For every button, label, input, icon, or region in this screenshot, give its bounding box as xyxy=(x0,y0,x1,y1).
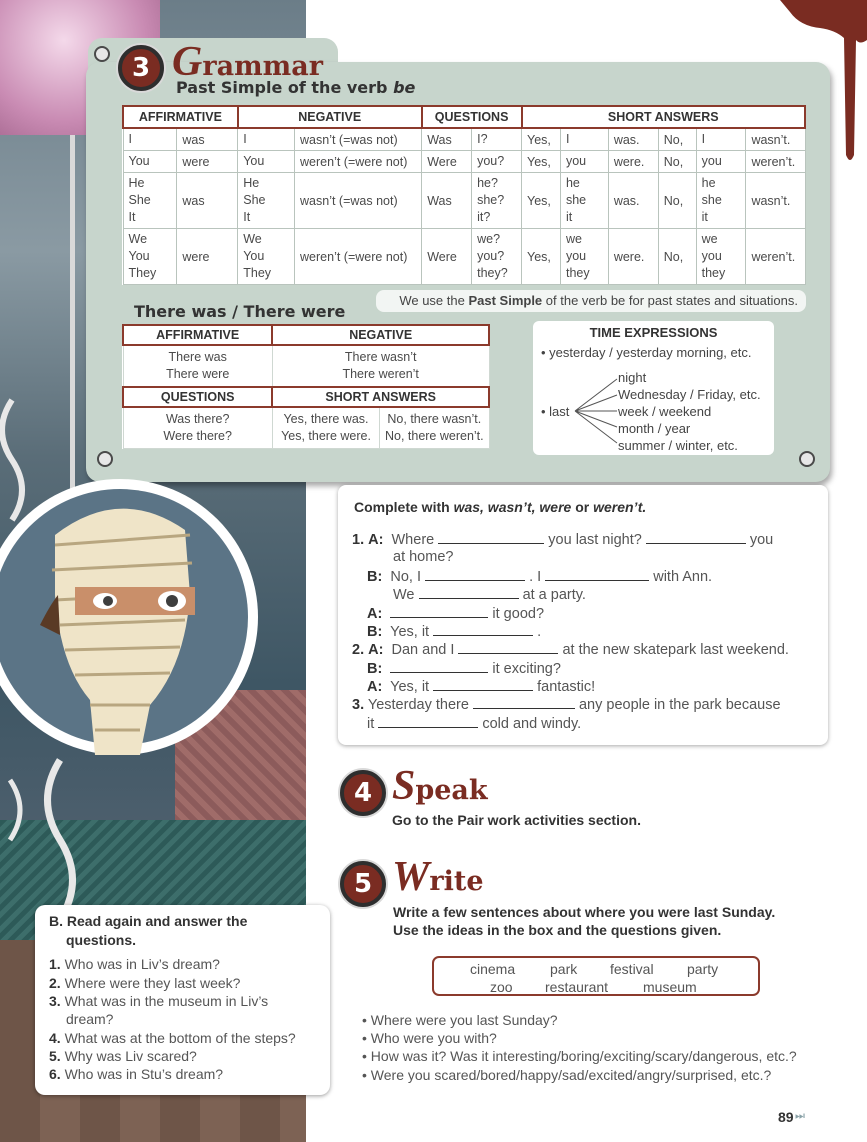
cell-no-subject xyxy=(696,128,746,151)
cell-yes-word: Yes, xyxy=(522,229,561,285)
title-rest: rammar xyxy=(202,51,323,82)
question-subject-line: it? xyxy=(477,210,491,224)
write-question: • How was it? Was it interesting/boring/exciting/scary/dangerous, etc.? xyxy=(362,1048,797,1064)
yes-subject-line: they xyxy=(565,266,590,280)
q-number: 4. xyxy=(49,1030,61,1046)
cell-negative-form: wasn’t (=was not) xyxy=(295,173,422,229)
speak-description: Go to the Pair work activities section. xyxy=(392,812,641,828)
last-item: week / weekend xyxy=(618,404,712,419)
section-number-4: 4 xyxy=(340,770,386,816)
yes-subject-line: he xyxy=(565,176,580,190)
tw-no-2: No, there weren’t. xyxy=(384,429,484,443)
item-number: 1. xyxy=(352,532,365,548)
note-pre: We use the xyxy=(399,293,469,308)
title-rest: rite xyxy=(429,866,484,897)
negative-subject-line: You xyxy=(243,249,265,263)
question-subject-line: they? xyxy=(477,266,508,280)
negative-subject-line: I xyxy=(243,132,247,146)
instr-mid: or xyxy=(571,499,594,515)
cell-yes-verb: were. xyxy=(608,229,658,285)
tw-yes-cell xyxy=(272,407,379,449)
exercise-line xyxy=(393,549,453,565)
time-expressions-title: TIME EXPRESSIONS xyxy=(589,325,718,340)
cell-no-subject xyxy=(696,151,746,173)
time-expression-last: • last xyxy=(541,404,570,419)
question-item xyxy=(49,974,240,992)
line-text: No, I xyxy=(390,569,421,585)
no-subject-line: we xyxy=(701,232,718,246)
write-desc-line: Use the ideas in the box and the questions given. xyxy=(393,922,722,938)
header-short-answers: SHORT ANSWERS xyxy=(522,106,805,128)
grammar-row xyxy=(123,229,805,285)
cell-subject xyxy=(123,128,177,151)
tw-aff-2: There were xyxy=(166,367,230,381)
last-item: month / year xyxy=(618,421,691,436)
cell-negative-form: weren’t (=were not) xyxy=(295,229,422,285)
cell-negative-subject xyxy=(238,173,295,229)
cell-affirmative-verb: was xyxy=(177,128,238,151)
title-initial: S xyxy=(392,763,416,809)
cell-no-word: No, xyxy=(658,173,696,229)
tw-no-1: No, there wasn’t. xyxy=(387,412,482,426)
exercise-line xyxy=(367,568,712,585)
cell-yes-verb: was. xyxy=(608,128,658,151)
line-text: with Ann. xyxy=(653,569,713,585)
grammar-row xyxy=(123,128,805,151)
no-subject-line: she xyxy=(701,193,722,207)
exercise-line xyxy=(352,696,781,713)
line-text: cold and windy. xyxy=(482,716,582,732)
cell-question-subject xyxy=(472,173,522,229)
tw-neg-cell xyxy=(272,345,489,387)
yes-subject-line: she xyxy=(565,193,587,207)
q-text: dream? xyxy=(66,1011,114,1027)
branch-lines xyxy=(573,371,623,451)
yes-subject-line: you xyxy=(565,154,587,168)
cell-no-word: No, xyxy=(658,151,696,173)
line-text: it good? xyxy=(492,606,545,622)
answer-blank[interactable] xyxy=(425,568,525,581)
tw-header-negative: NEGATIVE xyxy=(272,325,489,345)
idea-word: museum xyxy=(643,979,697,995)
answer-blank[interactable] xyxy=(438,531,544,544)
q-number: 5. xyxy=(49,1048,61,1064)
screw-icon xyxy=(97,451,113,467)
note-bold: Past Simple xyxy=(468,293,543,308)
question-item xyxy=(49,1047,197,1065)
line-text: Yesterday there xyxy=(367,697,469,713)
exercise-instruction xyxy=(354,499,646,515)
item-number: 2. xyxy=(352,642,365,658)
line-text: . xyxy=(537,624,542,640)
past-simple-be-table xyxy=(122,105,806,285)
screw-icon xyxy=(94,46,110,62)
cell-yes-verb: was. xyxy=(608,173,658,229)
mummy-illustration xyxy=(0,475,268,760)
question-subject-line: you? xyxy=(477,154,505,168)
question-subject-line: he? xyxy=(477,176,498,190)
subject-line: You xyxy=(128,154,150,168)
negative-subject-line: We xyxy=(243,232,262,246)
header-questions: QUESTIONS xyxy=(422,106,522,128)
subject-line: They xyxy=(128,266,157,280)
line-text: Yes, it xyxy=(390,624,430,640)
line-text: We xyxy=(393,587,415,603)
answer-blank[interactable] xyxy=(390,660,488,673)
question-subject-line: we? xyxy=(477,232,501,246)
past-simple-note xyxy=(376,290,806,312)
line-text: Dan and I xyxy=(391,642,455,658)
cell-yes-word: Yes, xyxy=(522,151,561,173)
negative-subject-line: She xyxy=(243,193,266,207)
last-item: Wednesday / Friday, etc. xyxy=(618,387,761,402)
title-line: B. Read again and answer the xyxy=(49,913,248,929)
exercise-line xyxy=(367,623,541,640)
idea-word: party xyxy=(687,961,719,977)
line-text: at the new skatepark last weekend. xyxy=(562,642,789,658)
cell-question-subject xyxy=(472,151,522,173)
tw-q-1: Was there? xyxy=(165,412,230,426)
header-negative: NEGATIVE xyxy=(238,106,422,128)
q-text: Who was in Liv’s dream? xyxy=(64,956,220,972)
cell-question-verb: Were xyxy=(422,151,472,173)
exercise-line xyxy=(352,531,773,548)
grammar-row xyxy=(123,151,805,173)
question-item xyxy=(66,1010,113,1028)
answer-blank[interactable] xyxy=(419,586,519,599)
speak-title xyxy=(392,762,488,810)
instr-pre: Complete with xyxy=(354,499,454,515)
title-initial: G xyxy=(172,39,203,85)
tw-yes-1: Yes, there was. xyxy=(283,412,369,426)
cell-yes-word: Yes, xyxy=(522,128,561,151)
cell-negative-subject xyxy=(238,151,295,173)
there-was-title: There was / There were xyxy=(134,302,346,321)
yes-subject-line: you xyxy=(565,249,587,263)
screw-icon xyxy=(799,451,815,467)
subject-line: He xyxy=(128,176,145,190)
line-text: it exciting? xyxy=(492,661,561,677)
ideas-box xyxy=(432,956,760,996)
subject-line: I xyxy=(128,132,132,146)
last-item: summer / winter, etc. xyxy=(618,438,738,453)
answer-blank[interactable] xyxy=(458,641,558,654)
write-question: • Who were you with? xyxy=(362,1030,497,1046)
speaker: B: xyxy=(367,661,383,677)
negative-subject-line: He xyxy=(243,176,260,190)
cell-no-word: No, xyxy=(658,128,696,151)
tw-aff-cell xyxy=(123,345,272,387)
cell-no-verb: weren’t. xyxy=(746,151,805,173)
cell-question-subject xyxy=(472,128,522,151)
speaker: A: xyxy=(367,679,383,695)
tw-no-cell xyxy=(380,407,489,449)
title-initial: W xyxy=(392,854,430,900)
tw-q-cell xyxy=(123,407,272,449)
question-item xyxy=(49,992,268,1010)
cell-negative-form: wasn’t (=was not) xyxy=(295,128,422,151)
line-text: you last night? xyxy=(548,532,642,548)
cell-yes-subject xyxy=(560,229,608,285)
yes-subject-line: we xyxy=(565,232,582,246)
idea-word: zoo xyxy=(490,979,513,995)
no-subject-line: I xyxy=(701,132,706,146)
tw-aff-1: There was xyxy=(168,350,227,364)
grammar-row xyxy=(123,173,805,229)
title-rest: peak xyxy=(415,775,488,806)
q-text: Where were they last week? xyxy=(64,975,241,991)
q-number: 2. xyxy=(49,975,61,991)
subtitle-text: Past Simple of the verb xyxy=(176,78,394,97)
page-number: 89 xyxy=(778,1109,794,1125)
tw-header-affirmative: AFFIRMATIVE xyxy=(123,325,272,345)
tw-neg-1: There wasn’t xyxy=(344,350,417,364)
q-text: What was in the museum in Liv’s xyxy=(64,993,269,1009)
line-text: at a party. xyxy=(522,587,586,603)
no-subject-line: you xyxy=(701,154,722,168)
tw-q-2: Were there? xyxy=(163,429,232,443)
cell-affirmative-verb: were xyxy=(177,151,238,173)
no-subject-line: it xyxy=(701,210,708,224)
speaker: A: xyxy=(367,606,383,622)
cell-negative-subject xyxy=(238,229,295,285)
write-question: • Where were you last Sunday? xyxy=(362,1012,558,1028)
grammar-subtitle xyxy=(176,78,415,97)
subject-line: You xyxy=(128,249,150,263)
exercise-line xyxy=(367,660,561,677)
note-post: of the verb be for past states and situations. xyxy=(542,293,798,308)
write-desc-line: Write a few sentences about where you were last Sunday. xyxy=(393,904,776,920)
question-subject-line: she? xyxy=(477,193,505,207)
speaker: B: xyxy=(367,569,383,585)
subject-line: It xyxy=(128,210,136,224)
cell-yes-verb: were. xyxy=(608,151,658,173)
idea-word: restaurant xyxy=(545,979,609,995)
question-item xyxy=(49,955,220,973)
no-subject-line: he xyxy=(701,176,716,190)
instr-em2: weren’t. xyxy=(593,499,647,515)
answer-blank[interactable] xyxy=(378,715,478,728)
negative-subject-line: It xyxy=(243,210,251,224)
question-item xyxy=(49,1065,223,1083)
time-expressions-box xyxy=(533,321,774,455)
q-text: Why was Liv scared? xyxy=(64,1048,197,1064)
cell-yes-subject xyxy=(560,151,608,173)
cell-question-verb: Was xyxy=(422,173,472,229)
q-number: 1. xyxy=(49,956,61,972)
cell-yes-word: Yes, xyxy=(522,173,561,229)
exercise-line xyxy=(393,586,586,603)
idea-word: cinema xyxy=(470,961,516,977)
header-affirmative: AFFIRMATIVE xyxy=(123,106,238,128)
idea-word: park xyxy=(550,961,578,977)
answer-blank[interactable] xyxy=(646,531,746,544)
section-number-3: 3 xyxy=(118,45,164,91)
q-number: 6. xyxy=(49,1066,61,1082)
cell-yes-subject xyxy=(560,173,608,229)
answer-blank[interactable] xyxy=(473,696,575,709)
read-again-title xyxy=(49,912,247,950)
cell-subject xyxy=(123,229,177,285)
q-text: What was at the bottom of the steps? xyxy=(64,1030,296,1046)
last-item: night xyxy=(618,370,647,385)
answer-blank[interactable] xyxy=(433,678,533,691)
yes-subject-line: I xyxy=(565,132,570,146)
cell-negative-form: weren’t (=were not) xyxy=(295,151,422,173)
q-text: Who was in Stu’s dream? xyxy=(64,1066,224,1082)
cell-question-subject xyxy=(472,229,522,285)
exercise-line xyxy=(367,678,595,695)
title-line: questions. xyxy=(66,932,137,948)
cell-no-subject xyxy=(696,229,746,285)
subtitle-em: be xyxy=(393,78,416,97)
question-item xyxy=(49,1029,296,1047)
cell-yes-subject xyxy=(560,128,608,151)
time-expression-yesterday: • yesterday / yesterday morning, etc. xyxy=(541,345,752,360)
cell-question-verb: Were xyxy=(422,229,472,285)
line-text: you xyxy=(749,532,774,548)
cell-affirmative-verb: was xyxy=(177,173,238,229)
cell-question-verb: Was xyxy=(422,128,472,151)
cell-subject xyxy=(123,173,177,229)
cell-no-verb: weren’t. xyxy=(746,229,805,285)
line-text: Where xyxy=(391,532,435,548)
line-text: . I xyxy=(529,569,542,585)
cell-no-subject xyxy=(696,173,746,229)
yes-subject-line: it xyxy=(565,210,573,224)
negative-subject-line: They xyxy=(243,266,272,280)
cell-no-verb: wasn’t. xyxy=(746,128,805,151)
line-text: it xyxy=(367,716,375,732)
tw-yes-2: Yes, there were. xyxy=(281,429,371,443)
no-subject-line: they xyxy=(701,266,726,280)
there-was-table xyxy=(122,324,490,449)
last-items xyxy=(618,369,761,454)
instr-em: was, wasn’t, were xyxy=(453,499,572,515)
cell-no-word: No, xyxy=(658,229,696,285)
exercise-line xyxy=(352,641,789,658)
question-subject-line: I? xyxy=(477,132,488,146)
line-text: fantastic! xyxy=(537,679,596,695)
tw-header-short-answers: SHORT ANSWERS xyxy=(272,387,489,407)
exercise-line xyxy=(367,715,581,732)
page-arrow-icon: ⏭ xyxy=(795,1110,805,1122)
answer-blank[interactable] xyxy=(545,568,649,581)
write-title xyxy=(392,853,484,901)
speaker: A: xyxy=(368,642,384,658)
cell-no-verb: wasn’t. xyxy=(746,173,805,229)
negative-subject-line: You xyxy=(243,154,265,168)
subject-line: We xyxy=(128,232,148,246)
item-number: 3. xyxy=(352,697,365,713)
cell-subject xyxy=(123,151,177,173)
exercise-line xyxy=(367,605,544,622)
q-number: 3. xyxy=(49,993,61,1009)
speaker: B: xyxy=(367,624,383,640)
answer-blank[interactable] xyxy=(390,605,488,618)
no-subject-line: you xyxy=(701,249,722,263)
answer-blank[interactable] xyxy=(433,623,533,636)
idea-word: festival xyxy=(610,961,654,977)
line-text: Yes, it xyxy=(390,679,430,695)
write-question: • Were you scared/bored/happy/sad/excited/angry/surprised, etc.? xyxy=(362,1067,772,1083)
speaker: A: xyxy=(368,532,384,548)
write-description xyxy=(393,903,775,939)
section-number-5: 5 xyxy=(340,861,386,907)
tw-neg-2: There weren’t xyxy=(342,367,419,381)
cell-negative-subject xyxy=(238,128,295,151)
subject-line: She xyxy=(128,193,151,207)
line-text: any people in the park because xyxy=(578,697,781,713)
cell-affirmative-verb: were xyxy=(177,229,238,285)
question-subject-line: you? xyxy=(477,249,505,263)
line-text: at home? xyxy=(393,549,454,565)
tw-header-questions: QUESTIONS xyxy=(123,387,272,407)
